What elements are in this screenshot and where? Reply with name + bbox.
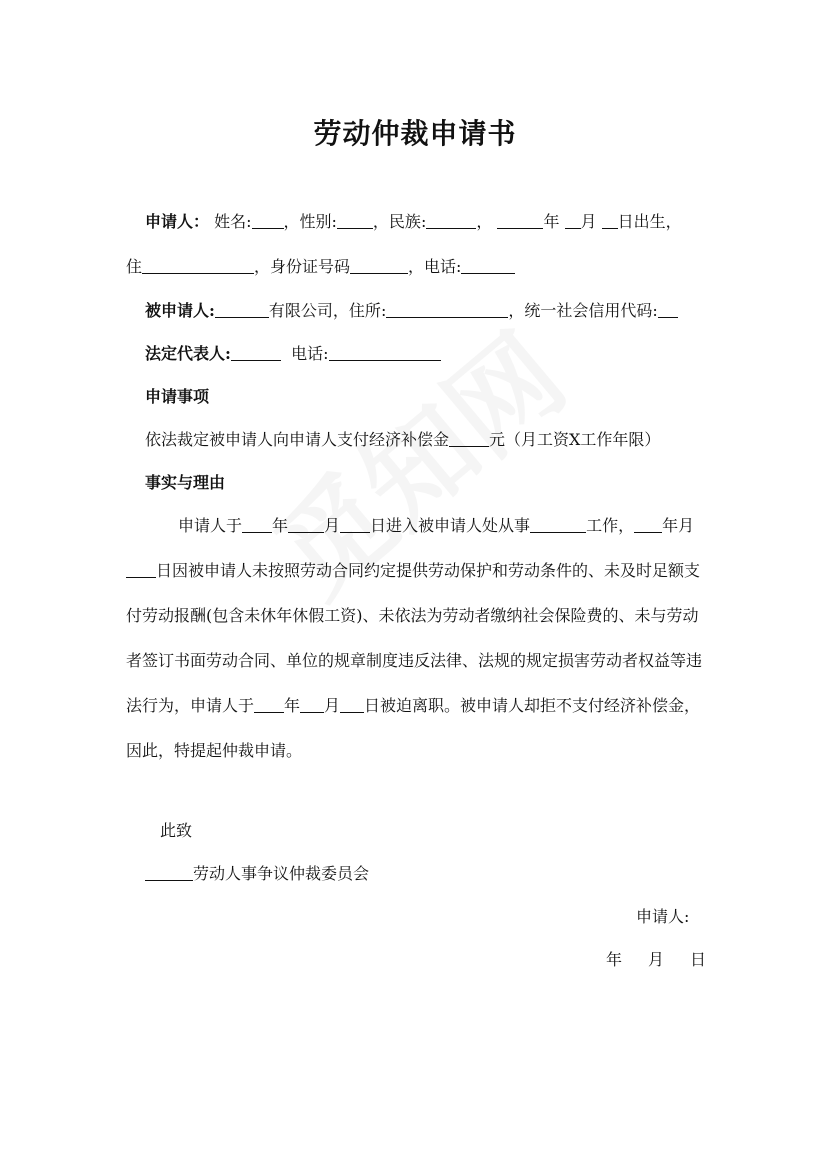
respondent-address-blank[interactable] — [386, 301, 508, 318]
applicant-line-2: 住 ，身份证号码 ，电话: — [126, 257, 515, 277]
legal-rep-phone-blank[interactable] — [329, 344, 441, 361]
credit-code-blank[interactable] — [658, 301, 678, 318]
legal-rep-line: 法定代表人: 电话: — [145, 344, 441, 364]
facts-heading: 事实与理由 — [145, 473, 226, 492]
entry-day-blank[interactable] — [340, 516, 370, 533]
id-blank[interactable] — [350, 257, 408, 274]
applicant-line-1: 申请人： 姓名: ，性别: ，民族: ， 年 月 日出生， — [145, 212, 682, 231]
resign-month-blank[interactable] — [300, 696, 324, 713]
birth-day-blank[interactable] — [602, 212, 618, 229]
legal-rep-blank[interactable] — [231, 344, 281, 361]
entry-year-blank[interactable] — [242, 516, 272, 533]
claims-text: 依法裁定被申请人向申请人支付经济补偿金 元（月工资X工作年限） — [145, 430, 661, 449]
ethnicity-blank[interactable] — [426, 212, 476, 229]
gender-blank[interactable] — [337, 212, 373, 229]
address-blank[interactable] — [142, 257, 254, 274]
committee-line: 劳动人事争议仲裁委员会 — [145, 864, 369, 884]
resign-day-blank[interactable] — [340, 696, 364, 713]
salutation: 此致 — [160, 821, 193, 840]
birth-month-blank[interactable] — [565, 212, 581, 229]
respondent-line: 被申请人: 有限公司，住所: ，统一社会信用代码: — [145, 301, 678, 321]
document-title: 劳动仲裁申请书 — [313, 117, 517, 150]
signature-date: 年 月 日 — [606, 950, 707, 969]
birth-year-blank[interactable] — [497, 212, 543, 229]
applicant-label: 申请人： — [145, 212, 210, 231]
signature-label: 申请人: — [636, 907, 690, 926]
legal-rep-phone-label: 电话 — [291, 344, 324, 363]
credit-code-label: ，统一社会信用代码 — [508, 301, 653, 320]
committee-region-blank[interactable] — [145, 864, 193, 881]
facts-paragraph: 申请人于 年 月 日进入被申请人处从事 工作， 年月日因被申请人未按照劳动合同约定提供劳动保护和劳动条件的、未及时足额支付劳动报酬(包含未休年休假工资)、未依法为劳动者缴纳社会保险费的、未与劳动者签订书面劳动合同、单位的规章制度违反法律、法规的规定损害劳动者权益等违法行为，申请人于 年 月 日被迫离职。被申请人却拒不支付经济补偿金，因此，特提起仲裁申请。 — [126, 516, 703, 760]
resign-year-blank[interactable] — [254, 696, 284, 713]
phone-blank[interactable] — [461, 257, 515, 274]
breach-month-blank[interactable] — [126, 561, 156, 578]
gender-label: ，性别 — [283, 212, 332, 231]
name-blank[interactable] — [252, 212, 284, 229]
compensation-amount-blank[interactable] — [449, 430, 489, 447]
respondent-label: 被申请人 — [145, 301, 210, 320]
phone-label: ，电话 — [408, 257, 457, 276]
breach-year-blank[interactable] — [634, 516, 662, 533]
claims-heading: 申请事项 — [145, 387, 210, 406]
address-label: 住 — [126, 257, 143, 276]
job-title-blank[interactable] — [530, 516, 586, 533]
id-label: ，身份证号码 — [254, 257, 351, 276]
legal-rep-label: 法定代表人 — [145, 344, 226, 363]
company-blank[interactable] — [215, 301, 269, 318]
entry-month-blank[interactable] — [288, 516, 324, 533]
name-label: 姓名 — [214, 212, 247, 231]
ethnicity-label: ，民族 — [372, 212, 421, 231]
